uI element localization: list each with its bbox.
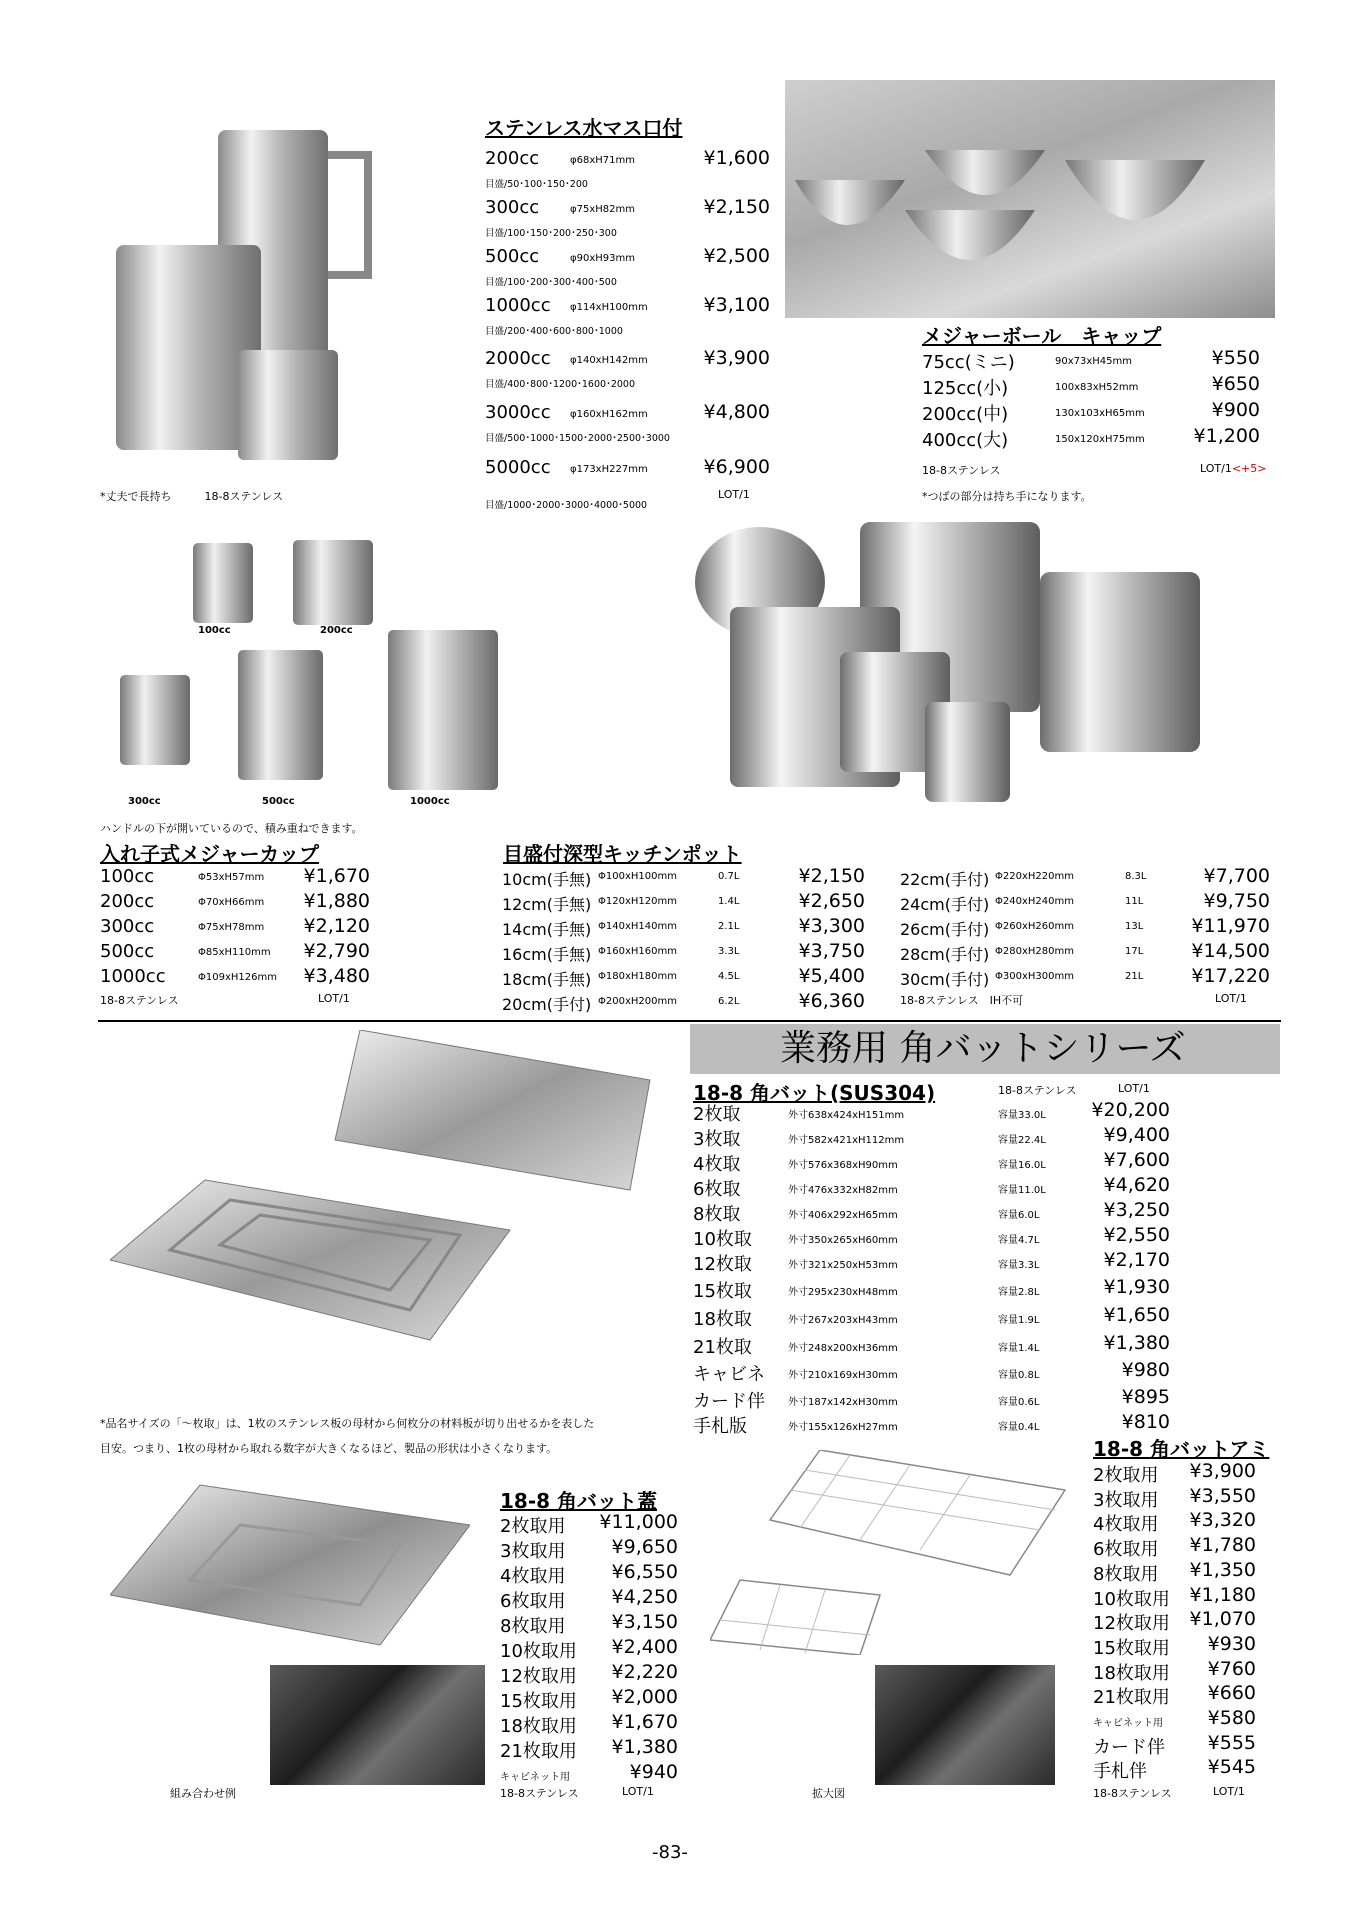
net-name: 6枚取用: [1093, 1539, 1159, 1561]
vat-price: ¥20,200: [1091, 1099, 1170, 1121]
bowl-dimension: 130x103xH65mm: [1055, 408, 1145, 419]
bowl-dimension: 150x120xH75mm: [1055, 434, 1145, 445]
vat-name: 18枚取: [693, 1309, 752, 1330]
pot-size: 14cm(手無): [502, 920, 592, 939]
pot-price: ¥9,750: [1203, 890, 1270, 912]
cup-label-200: 200cc: [320, 625, 353, 636]
pot-price: ¥3,300: [798, 915, 865, 937]
pot-capacity: 13L: [1125, 921, 1144, 932]
lid-name: 8枚取用: [500, 1616, 566, 1637]
vat-name: 2枚取: [693, 1104, 741, 1125]
pot-size: 30cm(手付): [900, 970, 990, 989]
net-price: ¥1,350: [1189, 1558, 1256, 1581]
net-price: ¥760: [1207, 1657, 1256, 1680]
pitcher-size: 3000cc: [485, 402, 551, 423]
net-name: 3枚取用: [1093, 1489, 1159, 1511]
pot-price: ¥3,750: [798, 940, 865, 962]
pitcher-photo: [108, 110, 408, 480]
pot-dimension: Φ160xH160mm: [598, 946, 677, 957]
net-caption: 拡大図: [812, 1787, 845, 1800]
pot-size: 22cm(手付): [900, 870, 990, 889]
net-price: ¥930: [1207, 1632, 1256, 1655]
pot-price: ¥6,360: [798, 990, 865, 1012]
cups-photo-note: ハンドルの下が開いているので、積み重ねできます。: [100, 822, 363, 835]
lid-caption: 組み合わせ例: [170, 1787, 236, 1800]
lid-name: 10枚取用: [500, 1641, 577, 1662]
pitcher-price: ¥4,800: [703, 401, 770, 423]
vat-dimension: 外寸155x126xH27mm: [788, 1422, 898, 1433]
pitcher-size: 5000cc: [485, 457, 551, 478]
pitcher-size: 1000cc: [485, 295, 551, 316]
vat-dimension: 外寸476x332xH82mm: [788, 1185, 898, 1196]
pot-capacity: 3.3L: [718, 946, 740, 957]
vat-price: ¥1,930: [1103, 1276, 1170, 1298]
vat-capacity: 容量16.0L: [998, 1160, 1046, 1171]
measure-cup-dimension: Φ75xH78mm: [198, 922, 265, 933]
vat-name: 6枚取: [693, 1179, 741, 1200]
series-banner: 業務用 角バットシリーズ: [690, 1024, 1280, 1074]
measure-cup-size: 500cc: [100, 941, 155, 962]
net-price: ¥1,780: [1189, 1534, 1256, 1557]
bowl-price: ¥650: [1211, 373, 1260, 395]
pot-price: ¥7,700: [1203, 865, 1270, 887]
net-name: 手札伴: [1093, 1761, 1147, 1783]
pot-capacity: 1.4L: [718, 896, 740, 907]
net-photo: [710, 1450, 1070, 1655]
lid-photo: [110, 1465, 470, 1655]
net-price: ¥3,550: [1189, 1484, 1256, 1507]
pot-size: 28cm(手付): [900, 945, 990, 964]
lid-name: 4枚取用: [500, 1566, 566, 1587]
vat-capacity: 容量11.0L: [998, 1185, 1046, 1196]
measure-cup-price: ¥3,480: [303, 965, 370, 987]
net-price: ¥660: [1207, 1682, 1256, 1705]
lid-name: キャビネット用: [500, 1772, 570, 1783]
net-name: 2枚取用: [1093, 1465, 1159, 1486]
net-name: 4枚取用: [1093, 1514, 1159, 1536]
vat-title: 18-8 角バット(SUS304): [693, 1081, 936, 1105]
measure-cup-price: ¥1,670: [303, 865, 370, 887]
vat-capacity: 容量22.4L: [998, 1135, 1046, 1146]
pot-dimension: Φ120xH120mm: [598, 896, 677, 907]
pot-price: ¥17,220: [1191, 965, 1270, 987]
bowl-size: 75cc(ミニ): [922, 352, 1015, 373]
vat-name: キャビネ: [693, 1364, 765, 1385]
net-name: キャビネット用: [1093, 1718, 1163, 1729]
vat-dimension: 外寸576x368xH90mm: [788, 1160, 898, 1171]
lid-material: 18-8ステンレス: [500, 1787, 579, 1800]
lid-price: ¥9,650: [611, 1536, 678, 1558]
pot-size: 20cm(手付): [502, 995, 592, 1014]
net-price: ¥3,320: [1189, 1509, 1256, 1532]
measure-cups-photo: [108, 525, 558, 810]
cup-label-1000: 1000cc: [410, 796, 450, 807]
vat-dimension: 外寸248x200xH36mm: [788, 1343, 898, 1354]
measure-cup-price: ¥2,120: [303, 915, 370, 937]
lid-price: ¥4,250: [611, 1586, 678, 1608]
pitcher-price: ¥6,900: [703, 456, 770, 478]
vat-price: ¥810: [1121, 1411, 1170, 1433]
bowl-size: 400cc(大): [922, 430, 1009, 451]
vat-capacity: 容量1.4L: [998, 1343, 1040, 1354]
bowl-size: 125cc(小): [922, 378, 1009, 399]
pot-dimension: Φ260xH260mm: [995, 921, 1074, 932]
vat-dimension: 外寸406x292xH65mm: [788, 1210, 898, 1221]
net-name: 8枚取用: [1093, 1563, 1159, 1585]
measure-cup-size: 1000cc: [100, 966, 166, 987]
bowl-price: ¥550: [1211, 347, 1260, 369]
measure-cup-title: 入れ子式メジャーカップ: [100, 842, 319, 866]
lid-price: ¥1,380: [611, 1736, 678, 1758]
vat-dimension: 外寸582x421xH112mm: [788, 1135, 905, 1146]
net-name: 10枚取用: [1093, 1588, 1170, 1610]
pot-price: ¥11,970: [1191, 915, 1270, 937]
lid-name: 18枚取用: [500, 1716, 577, 1737]
lid-title: 18-8 角バット蓋: [500, 1489, 658, 1513]
pot-dimension: Φ240xH240mm: [995, 896, 1074, 907]
vat-price: ¥3,250: [1103, 1199, 1170, 1221]
lid-name: 21枚取用: [500, 1741, 577, 1762]
vat-dimension: 外寸267x203xH43mm: [788, 1315, 898, 1326]
net-price: ¥580: [1207, 1707, 1256, 1729]
net-price: ¥1,180: [1189, 1583, 1256, 1606]
vat-price: ¥2,550: [1103, 1224, 1170, 1246]
net-lot: LOT/1: [1213, 1785, 1245, 1798]
pitcher-title: ステンレス水マス口付: [485, 116, 683, 140]
bowl-dimension: 90x73xH45mm: [1055, 356, 1133, 367]
net-name: 18枚取用: [1093, 1662, 1170, 1684]
net-price: ¥3,900: [1189, 1460, 1256, 1482]
bowl-dimension: 100x83xH52mm: [1055, 382, 1139, 393]
bowl-lot: LOT/1<+5>: [1200, 462, 1267, 475]
pot-capacity: 4.5L: [718, 971, 740, 982]
vat-capacity: 容量0.6L: [998, 1397, 1040, 1408]
pitcher-dimension: φ140xH142mm: [570, 355, 648, 366]
pitcher-dimension: φ68xH71mm: [570, 155, 635, 166]
vat-name: 手札版: [693, 1416, 747, 1437]
measure-cup-size: 200cc: [100, 891, 155, 912]
vat-lot: LOT/1: [1118, 1082, 1150, 1095]
cup-label-300: 300cc: [128, 796, 161, 807]
net-zoom-photo: [875, 1665, 1055, 1785]
pot-price: ¥2,150: [798, 865, 865, 887]
vat-name: 15枚取: [693, 1281, 752, 1302]
pot-dimension: Φ280xH280mm: [995, 946, 1074, 957]
pot-price: ¥2,650: [798, 890, 865, 912]
pot-dimension: Φ180xH180mm: [598, 971, 677, 982]
pitcher-size: 200cc: [485, 148, 540, 169]
net-name: 12枚取用: [1093, 1613, 1170, 1635]
vat-material: 18-8ステンレス: [998, 1084, 1077, 1097]
vat-dimension: 外寸638x424xH151mm: [788, 1110, 905, 1121]
measure-cup-dimension: Φ53xH57mm: [198, 872, 265, 883]
vat-name: 8枚取: [693, 1204, 741, 1225]
pitcher-price: ¥3,900: [703, 347, 770, 369]
net-title: 18-8 角バットアミ: [1093, 1437, 1270, 1461]
vat-name: カード伴: [693, 1391, 765, 1412]
pot-dimension: Φ200xH200mm: [598, 996, 677, 1007]
net-material: 18-8ステンレス: [1093, 1787, 1172, 1800]
lid-price: ¥2,400: [611, 1636, 678, 1658]
vat-name: 21枚取: [693, 1337, 752, 1358]
pitcher-scale: 目盛/1000･2000･3000･4000･5000: [485, 500, 648, 511]
pot-dimension: Φ300xH300mm: [995, 971, 1074, 982]
kitchen-pot-title: 目盛付深型キッチンポット: [503, 842, 742, 866]
vat-capacity: 容量0.4L: [998, 1422, 1040, 1433]
vat-dimension: 外寸210x169xH30mm: [788, 1370, 898, 1381]
measure-cup-dimension: Φ85xH110mm: [198, 947, 271, 958]
vat-capacity: 容量6.0L: [998, 1210, 1040, 1221]
vat-name: 12枚取: [693, 1254, 752, 1275]
lid-price: ¥1,670: [611, 1711, 678, 1733]
net-name: 15枚取用: [1093, 1637, 1170, 1659]
measure-cup-dimension: Φ109xH126mm: [198, 972, 277, 983]
pot-capacity: 0.7L: [718, 871, 740, 882]
measure-cup-price: ¥2,790: [303, 940, 370, 962]
vat-note-2: 目安。つまり、1枚の母材から取れる数字が大きくなるほど、製品の形状は小さくなります。: [100, 1442, 558, 1455]
pitcher-size: 300cc: [485, 197, 540, 218]
lid-price: ¥940: [629, 1761, 678, 1783]
measure-cup-lot: LOT/1: [318, 992, 350, 1005]
lid-combination-photo: [270, 1665, 485, 1785]
vat-capacity: 容量3.3L: [998, 1260, 1040, 1271]
net-price: ¥545: [1207, 1756, 1256, 1779]
measure-cup-dimension: Φ70xH66mm: [198, 897, 265, 908]
vat-price: ¥4,620: [1103, 1174, 1170, 1196]
kitchen-pot-material: 18-8ステンレス IH不可: [900, 994, 1024, 1007]
measure-cup-price: ¥1,880: [303, 890, 370, 912]
lid-lot: LOT/1: [622, 1785, 654, 1798]
measure-cup-size: 100cc: [100, 866, 155, 887]
pot-dimension: Φ220xH220mm: [995, 871, 1074, 882]
pot-size: 18cm(手無): [502, 970, 592, 989]
vat-dimension: 外寸295x230xH48mm: [788, 1287, 898, 1298]
bowl-price: ¥900: [1211, 399, 1260, 421]
pot-capacity: 11L: [1125, 896, 1144, 907]
pitcher-dimension: φ173xH227mm: [570, 464, 648, 475]
pitcher-scale: 目盛/100･200･300･400･500: [485, 277, 617, 288]
section-divider: [98, 1020, 1281, 1022]
lid-name: 6枚取用: [500, 1591, 566, 1612]
pot-capacity: 2.1L: [718, 921, 740, 932]
pitcher-price: ¥1,600: [703, 147, 770, 169]
vat-capacity: 容量1.9L: [998, 1315, 1040, 1326]
pitcher-size: 2000cc: [485, 348, 551, 369]
pitcher-lot: LOT/1: [718, 488, 750, 501]
pot-dimension: Φ140xH140mm: [598, 921, 677, 932]
pitcher-scale: 目盛/100･150･200･250･300: [485, 228, 617, 239]
pitcher-price: ¥2,500: [703, 245, 770, 267]
vat-price: ¥9,400: [1103, 1124, 1170, 1146]
net-name: 21枚取用: [1093, 1687, 1170, 1709]
net-name: カード伴: [1093, 1736, 1165, 1758]
bowl-price: ¥1,200: [1193, 425, 1260, 447]
bowl-size: 200cc(中): [922, 404, 1009, 425]
pot-price: ¥14,500: [1191, 940, 1270, 962]
lid-price: ¥3,150: [611, 1611, 678, 1633]
bowl-photo: [785, 80, 1275, 318]
pitcher-dimension: φ160xH162mm: [570, 409, 648, 420]
cup-label-100: 100cc: [198, 625, 231, 636]
lid-price: ¥2,220: [611, 1661, 678, 1683]
pitcher-price: ¥2,150: [703, 196, 770, 218]
pot-size: 16cm(手無): [502, 945, 592, 964]
net-price: ¥555: [1207, 1731, 1256, 1754]
vat-name: 10枚取: [693, 1229, 752, 1250]
vat-capacity: 容量0.8L: [998, 1370, 1040, 1381]
measure-cup-material: 18-8ステンレス: [100, 994, 179, 1007]
pitcher-dimension: φ90xH93mm: [570, 253, 635, 264]
vat-capacity: 容量33.0L: [998, 1110, 1046, 1121]
vat-name: 4枚取: [693, 1154, 741, 1175]
lid-price: ¥11,000: [599, 1511, 678, 1533]
pot-size: 10cm(手無): [502, 870, 592, 889]
kitchen-pot-lot: LOT/1: [1215, 992, 1247, 1005]
kitchen-pot-photo: [690, 512, 1220, 812]
pitcher-dimension: φ114xH100mm: [570, 302, 648, 313]
vat-capacity: 容量2.8L: [998, 1287, 1040, 1298]
pitcher-scale: 目盛/400･800･1200･1600･2000: [485, 379, 635, 390]
vat-price: ¥1,650: [1103, 1304, 1170, 1326]
pot-price: ¥5,400: [798, 965, 865, 987]
lid-name: 3枚取用: [500, 1541, 566, 1562]
vat-dimension: 外寸321x250xH53mm: [788, 1260, 898, 1271]
vat-price: ¥2,170: [1103, 1249, 1170, 1271]
vat-dimension: 外寸350x265xH60mm: [788, 1235, 898, 1246]
pitcher-size: 500cc: [485, 246, 540, 267]
lid-price: ¥6,550: [611, 1561, 678, 1583]
vat-capacity: 容量4.7L: [998, 1235, 1040, 1246]
bowl-note: *つばの部分は持ち手になります。: [922, 490, 1092, 503]
pitcher-scale: 目盛/200･400･600･800･1000: [485, 326, 623, 337]
vat-price: ¥895: [1121, 1386, 1170, 1408]
vat-note-1: *品名サイズの「～枚取」は、1枚のステンレス板の母材から何枚分の材料板が切り出せるかを表した: [100, 1417, 595, 1430]
lid-name: 2枚取用: [500, 1516, 566, 1537]
lid-price: ¥2,000: [611, 1686, 678, 1708]
pot-capacity: 8.3L: [1125, 871, 1147, 882]
page-number: -83-: [652, 1842, 688, 1863]
bowl-title: メジャーボール キャップ: [922, 324, 1162, 348]
pot-capacity: 6.2L: [718, 996, 740, 1007]
pot-capacity: 21L: [1125, 971, 1144, 982]
pot-capacity: 17L: [1125, 946, 1144, 957]
pitcher-dimension: φ75xH82mm: [570, 204, 635, 215]
vat-name: 3枚取: [693, 1129, 741, 1150]
measure-cup-size: 300cc: [100, 916, 155, 937]
net-price: ¥1,070: [1189, 1608, 1256, 1631]
pot-size: 26cm(手付): [900, 920, 990, 939]
lid-name: 15枚取用: [500, 1691, 577, 1712]
pitcher-note: *丈夫で長持ち 18-8ステンレス: [100, 490, 284, 503]
vat-photo: [110, 1030, 680, 1360]
pot-size: 12cm(手無): [502, 895, 592, 914]
pitcher-price: ¥3,100: [703, 294, 770, 316]
vat-dimension: 外寸187x142xH30mm: [788, 1397, 898, 1408]
cup-label-500: 500cc: [262, 796, 295, 807]
pot-size: 24cm(手付): [900, 895, 990, 914]
pot-dimension: Φ100xH100mm: [598, 871, 677, 882]
vat-price: ¥980: [1121, 1359, 1170, 1381]
bowl-material: 18-8ステンレス: [922, 464, 1001, 477]
vat-price: ¥7,600: [1103, 1149, 1170, 1171]
vat-price: ¥1,380: [1103, 1332, 1170, 1354]
pitcher-scale: 目盛/500･1000･1500･2000･2500･3000: [485, 433, 670, 444]
pitcher-scale: 目盛/50･100･150･200: [485, 179, 588, 190]
lid-name: 12枚取用: [500, 1666, 577, 1687]
